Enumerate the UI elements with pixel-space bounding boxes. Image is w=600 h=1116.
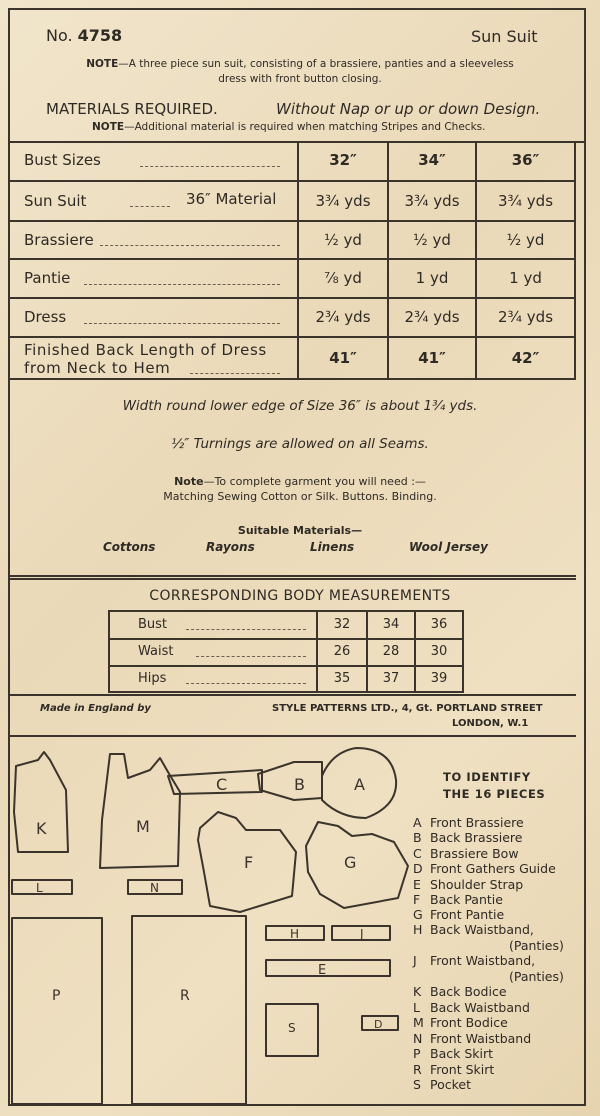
material-rayons: Rayons — [206, 540, 255, 554]
identify-text: Front Brassiere — [430, 815, 524, 830]
piece-label: L — [36, 881, 43, 895]
identify-text: Back Waistband, — [430, 922, 534, 937]
cell-value: 1 yd — [415, 269, 449, 287]
cell-value: 3¾ yds — [497, 192, 554, 210]
header-note-line2: dress with front button closing. — [218, 73, 382, 85]
complete-note: Note—To complete garment you will need :— — [174, 475, 426, 488]
cell-value: 41″ — [418, 349, 446, 367]
bm-label-waist: Waist — [138, 644, 174, 659]
piece-label: E — [318, 963, 327, 978]
made-in: Made in England by — [40, 703, 151, 714]
identify-letter: K — [413, 984, 422, 999]
identify-item — [413, 1031, 531, 1046]
identify-text: Front Waistband — [430, 1031, 532, 1046]
cell-value: 3¾ yds — [404, 192, 460, 210]
identify-letter: G — [413, 907, 423, 922]
cell-value: 41″ — [329, 349, 357, 367]
turnings-note: ½″ Turnings are allowed on all Seams. — [171, 436, 429, 452]
materials-subheading: Without Nap or up or down Design. — [276, 100, 541, 118]
piece-label: J — [360, 927, 364, 941]
identify-letter: A — [413, 815, 422, 830]
cell-value: ⅞ yd — [324, 269, 362, 287]
piece-label: P — [52, 988, 61, 1004]
piece-label: D — [374, 1018, 383, 1031]
identify-text: Shoulder Strap — [430, 877, 524, 892]
row-label-pantie: Pantie — [24, 269, 71, 287]
identify-text: Front Pantie — [430, 907, 505, 922]
complete-note-2: Matching Sewing Cotton or Silk. Buttons. Binding. — [163, 490, 437, 503]
identify-item — [413, 815, 524, 830]
piece-r-front-skirt — [132, 916, 246, 1104]
identify-heading-2: THE 16 PIECES — [443, 787, 546, 801]
identify-letter: H — [413, 922, 423, 937]
cell-value: 2¾ yds — [497, 308, 554, 326]
piece-m-front-bodice — [100, 754, 180, 868]
identify-item — [413, 1015, 508, 1030]
cell-value: 3¾ yds — [315, 192, 371, 210]
piece-label: M — [136, 817, 150, 836]
identify-text: Front Bodice — [430, 1015, 508, 1030]
identify-letter: L — [413, 1000, 420, 1015]
piece-b-back-brassiere — [258, 762, 322, 800]
identify-item — [413, 892, 503, 907]
bm-value: 36 — [430, 617, 448, 632]
identify-item — [413, 877, 523, 892]
identify-text: Brassiere Bow — [430, 846, 519, 861]
identify-text: Back Brassiere — [430, 830, 523, 845]
identify-item — [413, 1062, 494, 1077]
identify-text: (Panties) — [509, 938, 564, 953]
identify-letter: C — [413, 846, 422, 861]
material-cottons: Cottons — [103, 540, 156, 554]
identify-text: Front Skirt — [430, 1062, 495, 1077]
bm-value: 34 — [382, 617, 400, 632]
cell-value: ½ yd — [413, 231, 451, 249]
cell-value: ½ yd — [506, 231, 545, 249]
piece-label: F — [244, 853, 254, 872]
piece-label: G — [344, 853, 357, 872]
cell-value: 42″ — [511, 349, 540, 367]
bm-value: 37 — [382, 671, 400, 686]
identify-item — [413, 922, 534, 937]
piece-p-back-skirt — [12, 918, 102, 1104]
bm-value: 28 — [382, 644, 400, 659]
identify-text: Back Skirt — [430, 1046, 494, 1061]
row-label-brassiere: Brassiere — [24, 231, 94, 249]
identify-item — [509, 938, 564, 953]
row-label-dress: Dress — [24, 308, 67, 326]
identify-item — [413, 846, 519, 861]
piece-label: N — [150, 881, 159, 895]
identify-letter: P — [413, 1046, 421, 1061]
cell-value: 1 yd — [509, 269, 542, 287]
identify-item — [413, 1000, 530, 1015]
suitable-heading: Suitable Materials— — [237, 524, 363, 537]
cell-value: 2¾ yds — [404, 308, 460, 326]
identify-letter: B — [413, 830, 422, 845]
bm-value: 30 — [430, 644, 448, 659]
identify-letter: E — [413, 877, 421, 892]
row-label-back-length-2: from Neck to Hem — [24, 359, 171, 377]
piece-label: A — [354, 775, 365, 794]
identify-text: Back Waistband — [430, 1000, 530, 1015]
identify-letter: N — [413, 1031, 423, 1046]
piece-e-shoulder-strap — [266, 960, 390, 976]
materials-note: NOTE—Additional material is required when matching Stripes and Checks. — [92, 121, 486, 133]
row-label-sun-suit: Sun Suit — [24, 192, 87, 210]
identify-text: Front Gathers Guide — [430, 861, 556, 876]
identify-item — [413, 907, 504, 922]
identify-letter: R — [413, 1062, 422, 1077]
piece-label: K — [36, 819, 47, 838]
piece-label: S — [288, 1021, 296, 1035]
identify-item — [413, 953, 535, 968]
body-measurements-heading: CORRESPONDING BODY MEASUREMENTS — [149, 588, 451, 604]
identify-text: Back Bodice — [430, 984, 507, 999]
identify-text: Front Waistband, — [430, 953, 536, 968]
row-label-back-length: Finished Back Length of Dress — [24, 341, 267, 359]
identify-item — [413, 1046, 493, 1061]
identify-item — [509, 969, 564, 984]
row-label-bust-sizes: Bust Sizes — [24, 151, 101, 169]
identify-item — [413, 830, 522, 845]
identify-item — [413, 984, 507, 999]
material-linens: Linens — [310, 540, 355, 554]
header-note-line1: NOTE—A three piece sun suit, consisting of a brassiere, panties and a sleeveless — [86, 58, 514, 70]
size-36-header: 36″ — [511, 151, 540, 169]
piece-label: R — [180, 988, 190, 1004]
identify-item — [413, 861, 556, 876]
bm-label-bust: Bust — [138, 617, 168, 632]
publisher-line1: STYLE PATTERNS LTD., 4, Gt. PORTLAND STREET — [272, 703, 543, 714]
identify-letter: M — [413, 1015, 424, 1030]
pattern-number: No. 4758 — [46, 26, 123, 45]
bm-value: 35 — [333, 671, 351, 686]
identify-letter: D — [413, 861, 423, 876]
identify-letter: S — [413, 1077, 421, 1092]
identify-text: Back Pantie — [430, 892, 503, 907]
piece-g-front-pantie — [306, 822, 408, 908]
cell-value: ½ yd — [324, 231, 362, 249]
bm-value: 39 — [430, 671, 448, 686]
material-width: 36″ Material — [186, 190, 277, 208]
bm-value: 26 — [333, 644, 351, 659]
size-32-header: 32″ — [329, 151, 357, 169]
identify-text: Pocket — [430, 1077, 471, 1092]
identify-letter: F — [413, 892, 421, 907]
size-34-header: 34″ — [418, 151, 446, 169]
identify-letter: J — [413, 953, 417, 968]
material-wool-jersey: Wool Jersey — [409, 540, 488, 554]
identify-heading: TO IDENTIFY — [443, 770, 531, 784]
piece-label: C — [216, 775, 228, 794]
piece-c-brassiere-bow — [168, 770, 262, 794]
cell-value: 2¾ yds — [315, 308, 371, 326]
piece-label: B — [294, 775, 305, 794]
bm-label-hips: Hips — [138, 671, 167, 686]
bm-value: 32 — [333, 617, 351, 632]
width-note: Width round lower edge of Size 36″ is about 1¾ yds. — [122, 398, 478, 414]
pattern-title: Sun Suit — [471, 27, 538, 46]
materials-heading: MATERIALS REQUIRED. — [46, 100, 218, 118]
publisher-line2: LONDON, W.1 — [452, 718, 529, 729]
identify-item — [413, 1077, 471, 1092]
piece-label: H — [290, 927, 300, 941]
identify-text: (Panties) — [509, 969, 564, 984]
